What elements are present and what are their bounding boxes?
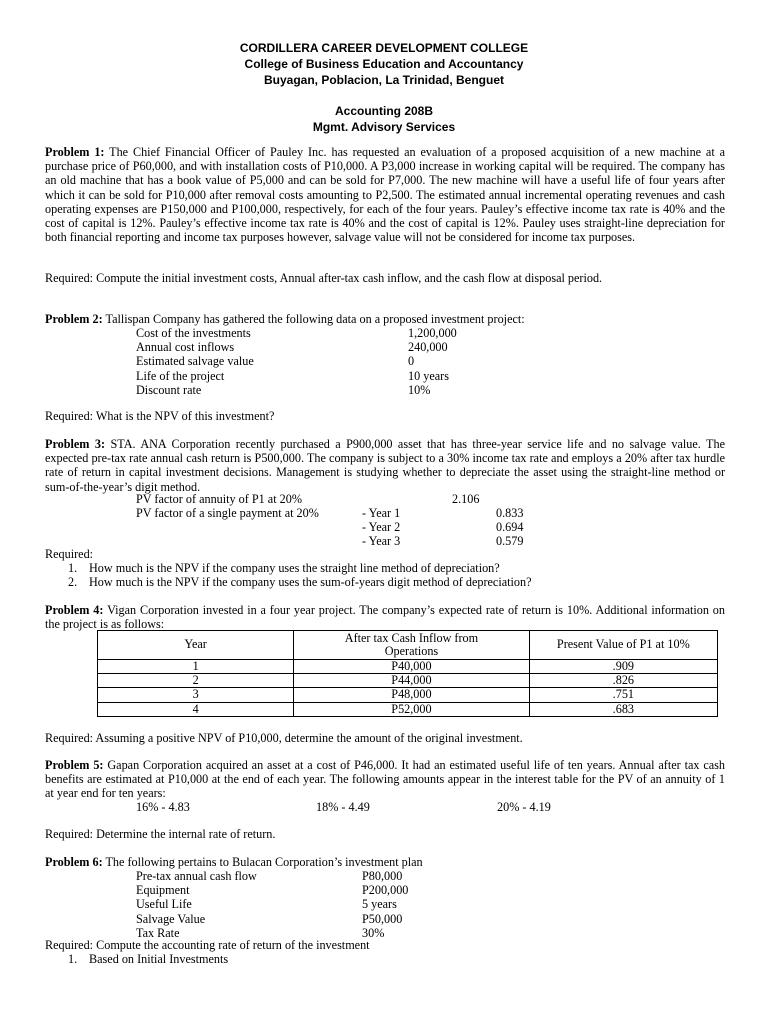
list-item: 1. How much is the NPV if the company uses the straight line method of depreciation? [68,561,500,575]
list-item: Estimated salvage value 0 [136,354,415,369]
problem-6-text: The following pertains to Bulacan Corporation’s investment plan [105,855,423,869]
problem-2-required: Required: What is the NPV of this investment? [45,409,275,423]
problem-1-required: Required: Compute the initial investment costs, Annual after-tax cash inflow, and the cash flow at disposal period. [45,271,603,285]
problem-3-text: STA. ANA Corporation recently purchased a P900,000 asset that has three-year service life and no salvage value. The expected pre-tax rate annual cash return is P500,000. The company is subject to a 30% income tax rate and employs a 20% after tax hurdle rate of return in capital investment decisions. Management is studying whether to depreciate the asset using the straight-line method or sum-of-the-year’s digit method. [45,437,726,494]
irr-factor-16: 16% - 4.83 [136,800,190,814]
list-item: Discount rate 10% [136,382,431,397]
subject-title: Mgmt. Advisory Services [312,120,456,134]
problem-3-required: Required: [45,547,94,561]
department-name: College of Business Education and Accountancy [244,57,524,71]
problem-5-label: Problem 5: [45,758,104,772]
list-item: Pre-tax annual cash flow P80,000 [136,869,403,883]
list-item: 2. How much is the NPV if the company uses the sum-of-years digit method of depreciation? [68,575,532,590]
year-factor-list [362,506,562,549]
problem-1-text: The Chief Financial Officer of Pauley Inc. has requested an evaluation of a proposed acquisition of a new machine at a purchase price of P60,000, and with installation costs of P10,000. A P3,000 increase in working capital will be required. The company has an old machine that has a book value of P5,000 and can be sold for P7,000. The new machine will have a useful life of four years after which it can be sold for P10,000 after removal costs amounting to P2,500. The estimated annual incremental operating revenues and cash operating expenses are P150,000 and P100,000, respectively, for each of the four years. Pauley’s effective income tax rate is 40% and the cost of capital is 12%. Pauley’s effective income tax rate is 40% and the cost of capital is 12%. Pauley uses straight-line depreciation for both financial reporting and income tax purposes however, salvage value will not be considered for income tax purposes. [45,145,726,245]
table-header-row [98,631,718,660]
list-item: - Year 2 0.694 [362,520,524,535]
list-item: Tax Rate 30% [136,925,385,940]
problem-3-label: Problem 3: [45,437,106,451]
problem-5 [45,758,725,801]
college-name: CORDILLERA CAREER DEVELOPMENT COLLEGE [239,41,529,55]
problem-2-text: Tallispan Company has gathered the following data on a proposed investment project: [105,312,525,326]
irr-factor-20: 20% - 4.19 [497,800,551,814]
table-row: 3 P48,000 .751 [98,688,718,702]
problem-5-text: Gapan Corporation acquired an asset at a cost of P46,000. It had an estimated useful life of ten years. Annual after tax cash benefits are estimated at P10,000 at the end of each year. The following amounts appear in the interest table for the PV of an annuity of 1 at year end for ten years: [45,758,726,801]
problem-4-text: Vigan Corporation invested in a four year project. The company’s expected rate of return is 10%. Additional information on the project is as follows: [45,603,725,632]
annuity-factor-label: PV factor of annuity of P1 at 20% [136,492,302,506]
single-payment-factor-label: PV factor of a single payment at 20% [136,506,319,520]
list-item: Cost of the investments 1,200,000 [136,326,457,340]
cash-inflow-table [97,630,718,717]
irr-factor-18: 18% - 4.49 [316,800,370,814]
list-item: - Year 3 0.579 [362,534,524,549]
problem-6-subitem: 1. Based on Initial Investments [68,952,229,966]
list-item: - Year 1 0.833 [362,506,524,520]
table-row: 2 P44,000 .826 [98,674,718,688]
list-item: Useful Life 5 years [136,897,397,912]
column-header-year: Year [98,631,294,660]
list-item: Annual cost inflows 240,000 [136,340,448,355]
problem-4 [45,603,725,631]
column-header-cash-inflow: After tax Cash Inflow from Operations [294,631,529,660]
annuity-factor-value: 2.106 [452,492,480,506]
problem-6-required: Required: Compute the accounting rate of return of the investment [45,938,370,952]
college-address: Buyagan, Poblacion, La Trinidad, Benguet [263,73,505,87]
problem-2 [45,312,725,326]
problem-6-label: Problem 6: [45,855,103,869]
problem-6-data-list [136,869,536,940]
list-item: Salvage Value P50,000 [136,911,403,926]
problem-4-label: Problem 4: [45,603,104,617]
column-header-present-value: Present Value of P1 at 10% [529,631,717,660]
course-code: Accounting 208B [334,104,433,118]
table-row: 4 P52,000 .683 [98,702,718,716]
list-item: Life of the project 10 years [136,368,449,383]
problem-5-required: Required: Determine the internal rate of return. [45,827,276,841]
problem-2-data-list [136,326,616,397]
problem-6 [45,855,725,869]
problem-4-required: Required: Assuming a positive NPV of P10,000, determine the amount of the original investment. [45,731,523,745]
list-item: Equipment P200,000 [136,883,409,898]
problem-3-questions [68,561,532,589]
table-row: 1 P40,000 .909 [98,660,718,674]
problem-2-label: Problem 2: [45,312,103,326]
problem-3 [45,437,725,494]
problem-1-label: Problem 1: [45,145,105,159]
problem-1 [45,145,725,244]
